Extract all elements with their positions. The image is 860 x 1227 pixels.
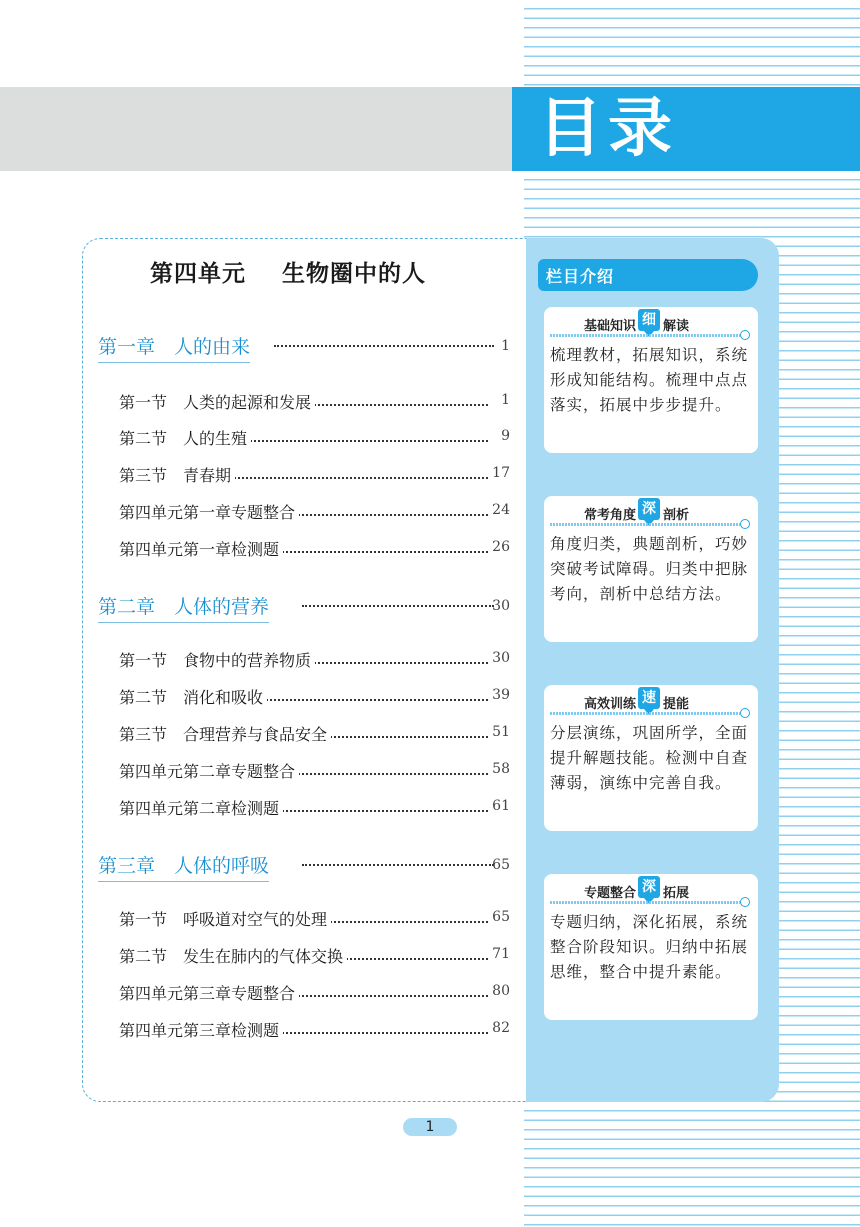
entry-title: 第一节 食物中的营养物质 — [119, 648, 315, 671]
feature-label: 基础知识 — [583, 319, 636, 334]
feature-card-training — [544, 685, 758, 831]
page-number: 58 — [492, 761, 510, 777]
page-number: 65 — [492, 857, 510, 873]
feature-card-heading — [544, 496, 758, 526]
feature-card-basics — [544, 307, 758, 453]
heading-underline — [550, 712, 740, 715]
page-number-badge: 1 — [403, 1118, 457, 1136]
chapter-heading[interactable] — [98, 332, 510, 360]
page-number: 17 — [492, 465, 510, 481]
feature-label: 常考角度 — [583, 508, 636, 523]
feature-badge: 细 — [638, 309, 660, 331]
entry-title: 第四单元第三章检测题 — [119, 1018, 283, 1041]
entry-title: 第二节 发生在肺内的气体交换 — [119, 944, 347, 967]
page-number: 9 — [501, 428, 510, 444]
feature-label-suffix: 解读 — [663, 319, 690, 334]
page-number: 30 — [492, 598, 510, 614]
entry-title: 第四单元第二章专题整合 — [119, 759, 299, 782]
toc-entry[interactable] — [119, 426, 510, 448]
toc-entry[interactable] — [119, 463, 510, 485]
entry-title: 第二节 消化和吸收 — [119, 685, 267, 708]
feature-card-integration — [544, 874, 758, 1020]
feature-card-analysis — [544, 496, 758, 642]
feature-label: 高效训练 — [583, 697, 636, 712]
toc-entry[interactable] — [119, 1018, 510, 1040]
entry-title: 第四单元第一章检测题 — [119, 537, 283, 560]
chapter-heading[interactable] — [98, 592, 510, 620]
heading-underline — [550, 334, 740, 337]
entry-title: 第一节 人类的起源和发展 — [119, 390, 315, 413]
page-number: 24 — [492, 502, 510, 518]
feature-description: 专题归纳，深化拓展，系统整合阶段知识。归纳中拓展思维，整合中提升素能。 — [550, 913, 749, 981]
circle-arrow-icon — [740, 897, 750, 907]
column-intro-title: 栏目介绍 — [546, 267, 615, 286]
dot-leader — [302, 605, 494, 607]
circle-arrow-icon — [740, 708, 750, 718]
feature-card-heading — [544, 874, 758, 904]
toc-entry[interactable] — [119, 500, 510, 522]
toc-entry[interactable] — [119, 796, 510, 818]
feature-label-suffix: 剖析 — [663, 508, 690, 523]
column-intro-header — [538, 259, 758, 291]
feature-description: 角度归类，典题剖析，巧妙突破考试障碍。归类中把脉考向，剖析中总结方法。 — [550, 535, 749, 603]
toc-entry[interactable] — [119, 685, 510, 707]
feature-badge: 深 — [638, 498, 660, 520]
page-number: 61 — [492, 798, 510, 814]
page-number: 71 — [492, 946, 510, 962]
toc-entry[interactable] — [119, 390, 510, 412]
page-number: 65 — [492, 909, 510, 925]
entry-title: 第二节 人的生殖 — [119, 426, 251, 449]
title-banner — [512, 87, 860, 171]
dot-leader — [302, 864, 494, 866]
header-gray-band — [0, 87, 512, 171]
toc-entry[interactable] — [119, 648, 510, 670]
page-number: 51 — [492, 724, 510, 740]
feature-description: 梳理教材，拓展知识，系统形成知能结构。梳理中点点落实，拓展中步步提升。 — [550, 346, 749, 414]
chapter-title: 第三章 人体的呼吸 — [98, 851, 269, 882]
page-number: 82 — [492, 1020, 510, 1036]
feature-card-heading — [544, 685, 758, 715]
toc-entry[interactable] — [119, 537, 510, 559]
toc-entry[interactable] — [119, 981, 510, 1003]
entry-title: 第一节 呼吸道对空气的处理 — [119, 907, 331, 930]
feature-badge: 速 — [638, 687, 660, 709]
entry-title: 第四单元第一章专题整合 — [119, 500, 299, 523]
page-number: 80 — [492, 983, 510, 999]
chapter-heading[interactable] — [98, 851, 510, 879]
circle-arrow-icon — [740, 519, 750, 529]
entry-title: 第三节 青春期 — [119, 463, 235, 486]
page-number: 26 — [492, 539, 510, 555]
dot-leader — [274, 345, 494, 347]
page-number: 1 — [501, 392, 510, 408]
chapter-title: 第二章 人体的营养 — [98, 592, 269, 623]
toc-entry[interactable] — [119, 907, 510, 929]
circle-arrow-icon — [740, 330, 750, 340]
toc-entry[interactable] — [119, 759, 510, 781]
heading-underline — [550, 901, 740, 904]
heading-underline — [550, 523, 740, 526]
feature-label-suffix: 拓展 — [663, 886, 690, 901]
chapter-title: 第一章 人的由来 — [98, 332, 250, 363]
entry-title: 第四单元第三章专题整合 — [119, 981, 299, 1004]
toc-entry[interactable] — [119, 944, 510, 966]
entry-title: 第三节 合理营养与食品安全 — [119, 722, 331, 745]
feature-card-heading — [544, 307, 758, 337]
feature-label: 专题整合 — [583, 886, 636, 901]
unit-title: 第四单元 生物圈中的人 — [150, 261, 427, 287]
page-title: 目录 — [538, 92, 678, 166]
feature-badge: 深 — [638, 876, 660, 898]
entry-title: 第四单元第二章检测题 — [119, 796, 283, 819]
page-number: 39 — [492, 687, 510, 703]
feature-label-suffix: 提能 — [663, 697, 690, 712]
page-number: 30 — [492, 650, 510, 666]
page-number: 1 — [501, 338, 510, 354]
toc-entry[interactable] — [119, 722, 510, 744]
feature-description: 分层演练，巩固所学，全面提升解题技能。检测中自查薄弱，演练中完善自我。 — [550, 724, 749, 792]
